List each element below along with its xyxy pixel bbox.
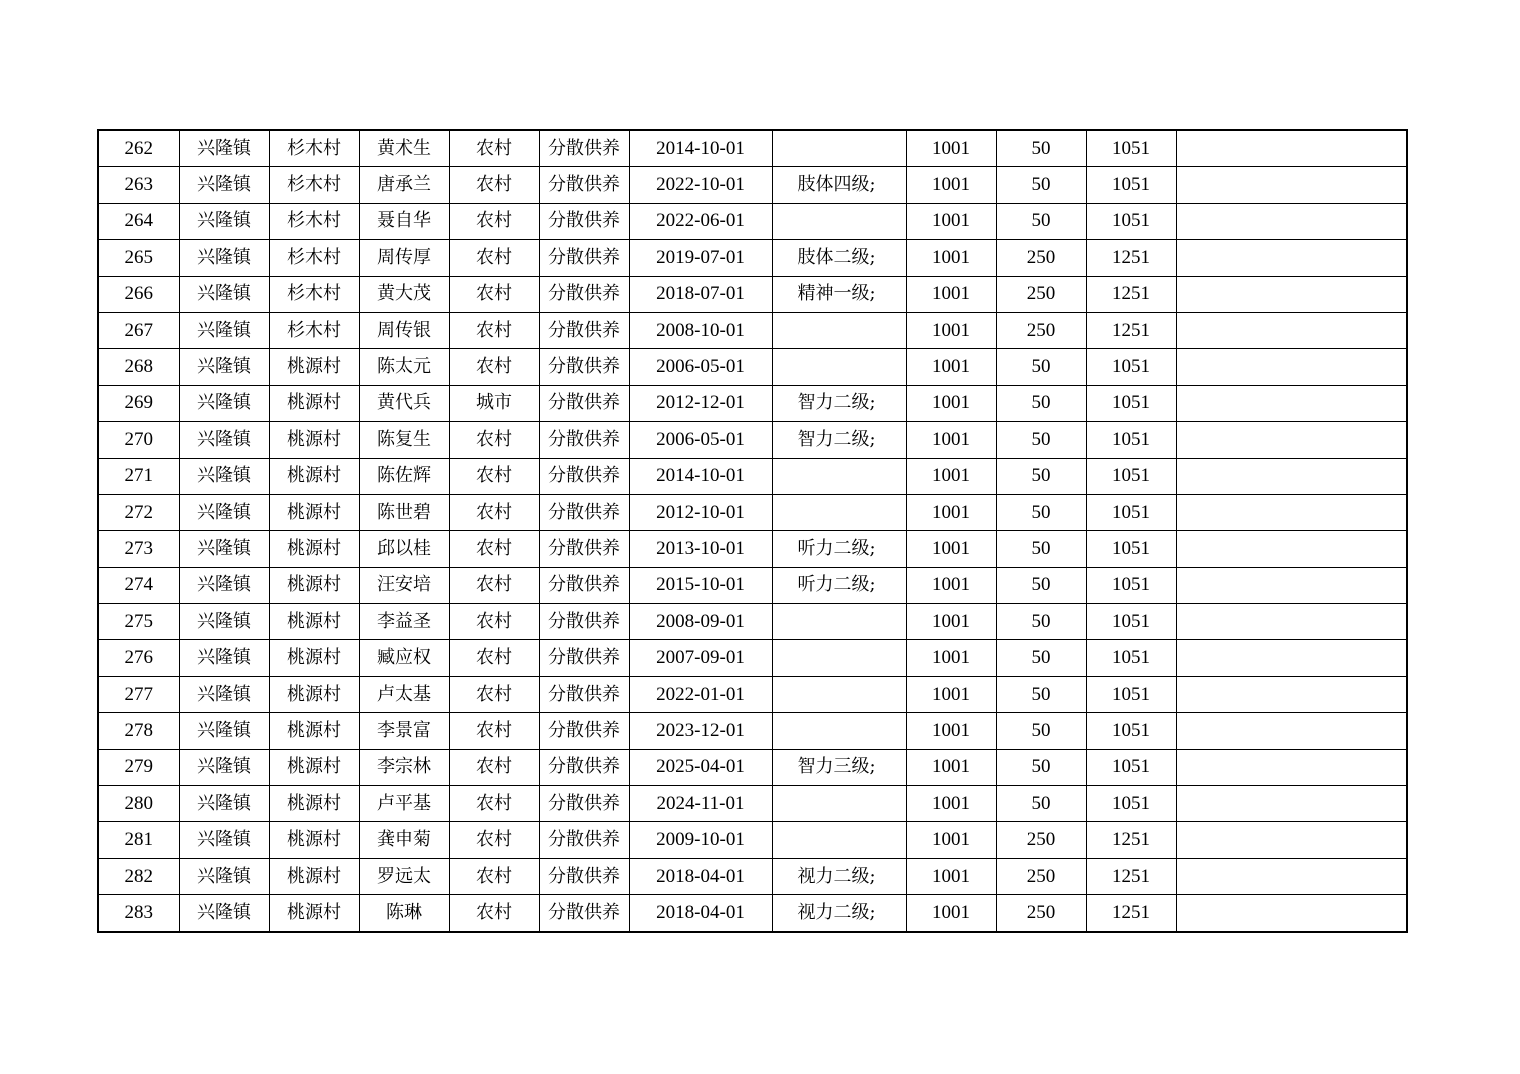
village-cell: 杉木村 — [269, 276, 359, 312]
remark-cell — [1176, 240, 1407, 276]
table-row — [98, 604, 1407, 640]
base-amount-cell: 1001 — [906, 749, 996, 785]
start-date-cell: 2015-10-01 — [629, 567, 772, 603]
start-date-cell: 2018-04-01 — [629, 858, 772, 894]
household-type-cell: 农村 — [449, 749, 539, 785]
total-amount-cell: 1051 — [1086, 458, 1176, 494]
start-date-cell: 2014-10-01 — [629, 458, 772, 494]
table-row — [98, 713, 1407, 749]
table-row — [98, 203, 1407, 239]
table-row — [98, 640, 1407, 676]
base-amount-cell: 1001 — [906, 458, 996, 494]
extra-amount-cell: 250 — [996, 240, 1086, 276]
disability-cell: 听力二级; — [772, 567, 906, 603]
support-mode-cell: 分散供养 — [539, 349, 629, 385]
start-date-cell: 2008-10-01 — [629, 312, 772, 348]
name-cell: 李景富 — [359, 713, 449, 749]
name-cell: 陈琳 — [359, 895, 449, 932]
village-cell: 桃源村 — [269, 531, 359, 567]
disability-cell — [772, 130, 906, 167]
table-row — [98, 858, 1407, 894]
household-type-cell: 农村 — [449, 786, 539, 822]
support-mode-cell: 分散供养 — [539, 749, 629, 785]
serial-cell: 268 — [98, 349, 179, 385]
total-amount-cell: 1051 — [1086, 786, 1176, 822]
name-cell: 周传银 — [359, 312, 449, 348]
town-cell: 兴隆镇 — [179, 531, 269, 567]
town-cell: 兴隆镇 — [179, 676, 269, 712]
serial-cell: 262 — [98, 130, 179, 167]
base-amount-cell: 1001 — [906, 786, 996, 822]
total-amount-cell: 1051 — [1086, 130, 1176, 167]
extra-amount-cell: 50 — [996, 749, 1086, 785]
total-amount-cell: 1251 — [1086, 312, 1176, 348]
support-mode-cell: 分散供养 — [539, 713, 629, 749]
total-amount-cell: 1051 — [1086, 749, 1176, 785]
start-date-cell: 2008-09-01 — [629, 604, 772, 640]
serial-cell: 282 — [98, 858, 179, 894]
serial-cell: 264 — [98, 203, 179, 239]
serial-cell: 281 — [98, 822, 179, 858]
household-type-cell: 农村 — [449, 531, 539, 567]
remark-cell — [1176, 749, 1407, 785]
extra-amount-cell: 250 — [996, 276, 1086, 312]
data-table — [97, 129, 1408, 933]
extra-amount-cell: 50 — [996, 167, 1086, 203]
village-cell: 桃源村 — [269, 494, 359, 530]
extra-amount-cell: 50 — [996, 349, 1086, 385]
remark-cell — [1176, 640, 1407, 676]
base-amount-cell: 1001 — [906, 640, 996, 676]
village-cell: 桃源村 — [269, 749, 359, 785]
serial-cell: 283 — [98, 895, 179, 932]
extra-amount-cell: 50 — [996, 786, 1086, 822]
support-mode-cell: 分散供养 — [539, 276, 629, 312]
name-cell: 龚申菊 — [359, 822, 449, 858]
remark-cell — [1176, 604, 1407, 640]
serial-cell: 265 — [98, 240, 179, 276]
village-cell: 桃源村 — [269, 822, 359, 858]
village-cell: 杉木村 — [269, 203, 359, 239]
start-date-cell: 2023-12-01 — [629, 713, 772, 749]
remark-cell — [1176, 713, 1407, 749]
base-amount-cell: 1001 — [906, 312, 996, 348]
town-cell: 兴隆镇 — [179, 640, 269, 676]
base-amount-cell: 1001 — [906, 385, 996, 421]
household-type-cell: 农村 — [449, 422, 539, 458]
table-row — [98, 240, 1407, 276]
disability-cell: 肢体四级; — [772, 167, 906, 203]
household-type-cell: 农村 — [449, 276, 539, 312]
household-type-cell: 农村 — [449, 167, 539, 203]
base-amount-cell: 1001 — [906, 858, 996, 894]
town-cell: 兴隆镇 — [179, 786, 269, 822]
village-cell: 杉木村 — [269, 312, 359, 348]
support-mode-cell: 分散供养 — [539, 130, 629, 167]
town-cell: 兴隆镇 — [179, 203, 269, 239]
extra-amount-cell: 50 — [996, 531, 1086, 567]
name-cell: 陈复生 — [359, 422, 449, 458]
remark-cell — [1176, 858, 1407, 894]
support-mode-cell: 分散供养 — [539, 240, 629, 276]
serial-cell: 263 — [98, 167, 179, 203]
name-cell: 陈佐辉 — [359, 458, 449, 494]
extra-amount-cell: 50 — [996, 713, 1086, 749]
support-mode-cell: 分散供养 — [539, 567, 629, 603]
disability-cell — [772, 458, 906, 494]
household-type-cell: 农村 — [449, 567, 539, 603]
household-type-cell: 城市 — [449, 385, 539, 421]
household-type-cell: 农村 — [449, 713, 539, 749]
serial-cell: 273 — [98, 531, 179, 567]
support-mode-cell: 分散供养 — [539, 531, 629, 567]
disability-cell — [772, 494, 906, 530]
household-type-cell: 农村 — [449, 349, 539, 385]
town-cell: 兴隆镇 — [179, 167, 269, 203]
serial-cell: 280 — [98, 786, 179, 822]
start-date-cell: 2009-10-01 — [629, 822, 772, 858]
name-cell: 卢太基 — [359, 676, 449, 712]
total-amount-cell: 1051 — [1086, 385, 1176, 421]
village-cell: 杉木村 — [269, 240, 359, 276]
town-cell: 兴隆镇 — [179, 858, 269, 894]
village-cell: 桃源村 — [269, 895, 359, 932]
remark-cell — [1176, 531, 1407, 567]
town-cell: 兴隆镇 — [179, 458, 269, 494]
town-cell: 兴隆镇 — [179, 895, 269, 932]
extra-amount-cell: 50 — [996, 567, 1086, 603]
support-mode-cell: 分散供养 — [539, 203, 629, 239]
disability-cell: 智力二级; — [772, 422, 906, 458]
remark-cell — [1176, 676, 1407, 712]
town-cell: 兴隆镇 — [179, 822, 269, 858]
remark-cell — [1176, 458, 1407, 494]
total-amount-cell: 1051 — [1086, 567, 1176, 603]
serial-cell: 274 — [98, 567, 179, 603]
total-amount-cell: 1051 — [1086, 640, 1176, 676]
start-date-cell: 2018-07-01 — [629, 276, 772, 312]
remark-cell — [1176, 822, 1407, 858]
total-amount-cell: 1251 — [1086, 858, 1176, 894]
extra-amount-cell: 50 — [996, 130, 1086, 167]
disability-cell: 智力二级; — [772, 385, 906, 421]
name-cell: 汪安培 — [359, 567, 449, 603]
base-amount-cell: 1001 — [906, 822, 996, 858]
table-row — [98, 312, 1407, 348]
town-cell: 兴隆镇 — [179, 312, 269, 348]
town-cell: 兴隆镇 — [179, 276, 269, 312]
extra-amount-cell: 50 — [996, 640, 1086, 676]
total-amount-cell: 1251 — [1086, 822, 1176, 858]
start-date-cell: 2012-12-01 — [629, 385, 772, 421]
base-amount-cell: 1001 — [906, 676, 996, 712]
extra-amount-cell: 50 — [996, 494, 1086, 530]
name-cell: 黄大茂 — [359, 276, 449, 312]
serial-cell: 275 — [98, 604, 179, 640]
total-amount-cell: 1051 — [1086, 713, 1176, 749]
village-cell: 桃源村 — [269, 385, 359, 421]
base-amount-cell: 1001 — [906, 276, 996, 312]
support-mode-cell: 分散供养 — [539, 640, 629, 676]
table-row — [98, 167, 1407, 203]
base-amount-cell: 1001 — [906, 349, 996, 385]
village-cell: 桃源村 — [269, 604, 359, 640]
base-amount-cell: 1001 — [906, 604, 996, 640]
table-row — [98, 531, 1407, 567]
town-cell: 兴隆镇 — [179, 713, 269, 749]
start-date-cell: 2007-09-01 — [629, 640, 772, 676]
town-cell: 兴隆镇 — [179, 604, 269, 640]
serial-cell: 271 — [98, 458, 179, 494]
town-cell: 兴隆镇 — [179, 385, 269, 421]
disability-cell — [772, 312, 906, 348]
table-row — [98, 349, 1407, 385]
town-cell: 兴隆镇 — [179, 422, 269, 458]
table-row — [98, 786, 1407, 822]
support-mode-cell: 分散供养 — [539, 422, 629, 458]
total-amount-cell: 1051 — [1086, 494, 1176, 530]
village-cell: 桃源村 — [269, 713, 359, 749]
name-cell: 李益圣 — [359, 604, 449, 640]
disability-cell: 视力二级; — [772, 895, 906, 932]
table-row — [98, 822, 1407, 858]
start-date-cell: 2013-10-01 — [629, 531, 772, 567]
support-mode-cell: 分散供养 — [539, 786, 629, 822]
start-date-cell: 2019-07-01 — [629, 240, 772, 276]
household-type-cell: 农村 — [449, 858, 539, 894]
base-amount-cell: 1001 — [906, 713, 996, 749]
table-row — [98, 567, 1407, 603]
start-date-cell: 2022-10-01 — [629, 167, 772, 203]
extra-amount-cell: 50 — [996, 676, 1086, 712]
remark-cell — [1176, 494, 1407, 530]
town-cell: 兴隆镇 — [179, 349, 269, 385]
town-cell: 兴隆镇 — [179, 494, 269, 530]
support-mode-cell: 分散供养 — [539, 494, 629, 530]
total-amount-cell: 1051 — [1086, 676, 1176, 712]
support-mode-cell: 分散供养 — [539, 458, 629, 494]
name-cell: 陈太元 — [359, 349, 449, 385]
remark-cell — [1176, 349, 1407, 385]
serial-cell: 267 — [98, 312, 179, 348]
total-amount-cell: 1051 — [1086, 422, 1176, 458]
disability-cell — [772, 604, 906, 640]
remark-cell — [1176, 276, 1407, 312]
base-amount-cell: 1001 — [906, 240, 996, 276]
start-date-cell: 2022-01-01 — [629, 676, 772, 712]
household-type-cell: 农村 — [449, 458, 539, 494]
start-date-cell: 2025-04-01 — [629, 749, 772, 785]
total-amount-cell: 1051 — [1086, 604, 1176, 640]
household-type-cell: 农村 — [449, 494, 539, 530]
total-amount-cell: 1051 — [1086, 203, 1176, 239]
name-cell: 邱以桂 — [359, 531, 449, 567]
village-cell: 桃源村 — [269, 676, 359, 712]
remark-cell — [1176, 167, 1407, 203]
table-row — [98, 385, 1407, 421]
table-row — [98, 749, 1407, 785]
village-cell: 杉木村 — [269, 167, 359, 203]
remark-cell — [1176, 895, 1407, 932]
support-mode-cell: 分散供养 — [539, 858, 629, 894]
name-cell: 臧应权 — [359, 640, 449, 676]
extra-amount-cell: 250 — [996, 858, 1086, 894]
remark-cell — [1176, 203, 1407, 239]
village-cell: 桃源村 — [269, 458, 359, 494]
base-amount-cell: 1001 — [906, 494, 996, 530]
name-cell: 周传厚 — [359, 240, 449, 276]
table-row — [98, 895, 1407, 932]
disability-cell — [772, 203, 906, 239]
total-amount-cell: 1051 — [1086, 531, 1176, 567]
household-type-cell: 农村 — [449, 822, 539, 858]
household-type-cell: 农村 — [449, 604, 539, 640]
disability-cell: 视力二级; — [772, 858, 906, 894]
town-cell: 兴隆镇 — [179, 567, 269, 603]
table-body — [98, 130, 1407, 932]
start-date-cell: 2018-04-01 — [629, 895, 772, 932]
serial-cell: 270 — [98, 422, 179, 458]
extra-amount-cell: 50 — [996, 604, 1086, 640]
support-mode-cell: 分散供养 — [539, 385, 629, 421]
extra-amount-cell: 50 — [996, 422, 1086, 458]
remark-cell — [1176, 567, 1407, 603]
town-cell: 兴隆镇 — [179, 749, 269, 785]
serial-cell: 278 — [98, 713, 179, 749]
village-cell: 桃源村 — [269, 567, 359, 603]
name-cell: 罗远太 — [359, 858, 449, 894]
disability-cell — [772, 676, 906, 712]
household-type-cell: 农村 — [449, 203, 539, 239]
serial-cell: 279 — [98, 749, 179, 785]
disability-cell — [772, 822, 906, 858]
start-date-cell: 2006-05-01 — [629, 349, 772, 385]
village-cell: 桃源村 — [269, 349, 359, 385]
support-mode-cell: 分散供养 — [539, 822, 629, 858]
table-row — [98, 494, 1407, 530]
support-mode-cell: 分散供养 — [539, 312, 629, 348]
name-cell: 黄术生 — [359, 130, 449, 167]
name-cell: 陈世碧 — [359, 494, 449, 530]
name-cell: 聂自华 — [359, 203, 449, 239]
disability-cell — [772, 786, 906, 822]
household-type-cell: 农村 — [449, 240, 539, 276]
total-amount-cell: 1251 — [1086, 240, 1176, 276]
table-row — [98, 130, 1407, 167]
name-cell: 黄代兵 — [359, 385, 449, 421]
village-cell: 桃源村 — [269, 640, 359, 676]
disability-cell: 听力二级; — [772, 531, 906, 567]
village-cell: 杉木村 — [269, 130, 359, 167]
start-date-cell: 2006-05-01 — [629, 422, 772, 458]
name-cell: 唐承兰 — [359, 167, 449, 203]
table-row — [98, 422, 1407, 458]
town-cell: 兴隆镇 — [179, 240, 269, 276]
disability-cell: 肢体二级; — [772, 240, 906, 276]
household-type-cell: 农村 — [449, 676, 539, 712]
disability-cell — [772, 640, 906, 676]
base-amount-cell: 1001 — [906, 895, 996, 932]
base-amount-cell: 1001 — [906, 422, 996, 458]
start-date-cell: 2022-06-01 — [629, 203, 772, 239]
base-amount-cell: 1001 — [906, 130, 996, 167]
start-date-cell: 2024-11-01 — [629, 786, 772, 822]
start-date-cell: 2014-10-01 — [629, 130, 772, 167]
remark-cell — [1176, 130, 1407, 167]
serial-cell: 276 — [98, 640, 179, 676]
village-cell: 桃源村 — [269, 422, 359, 458]
disability-cell: 精神一级; — [772, 276, 906, 312]
table-row — [98, 676, 1407, 712]
village-cell: 桃源村 — [269, 858, 359, 894]
disability-cell — [772, 349, 906, 385]
serial-cell: 277 — [98, 676, 179, 712]
extra-amount-cell: 50 — [996, 458, 1086, 494]
extra-amount-cell: 50 — [996, 385, 1086, 421]
extra-amount-cell: 50 — [996, 203, 1086, 239]
extra-amount-cell: 250 — [996, 822, 1086, 858]
serial-cell: 266 — [98, 276, 179, 312]
table-row — [98, 276, 1407, 312]
household-type-cell: 农村 — [449, 895, 539, 932]
disability-cell — [772, 713, 906, 749]
support-mode-cell: 分散供养 — [539, 895, 629, 932]
total-amount-cell: 1051 — [1086, 167, 1176, 203]
disability-cell: 智力三级; — [772, 749, 906, 785]
household-type-cell: 农村 — [449, 130, 539, 167]
support-mode-cell: 分散供养 — [539, 167, 629, 203]
base-amount-cell: 1001 — [906, 531, 996, 567]
remark-cell — [1176, 422, 1407, 458]
remark-cell — [1176, 786, 1407, 822]
support-mode-cell: 分散供养 — [539, 604, 629, 640]
total-amount-cell: 1251 — [1086, 276, 1176, 312]
name-cell: 卢平基 — [359, 786, 449, 822]
support-mode-cell: 分散供养 — [539, 676, 629, 712]
household-type-cell: 农村 — [449, 312, 539, 348]
town-cell: 兴隆镇 — [179, 130, 269, 167]
serial-cell: 269 — [98, 385, 179, 421]
name-cell: 李宗林 — [359, 749, 449, 785]
remark-cell — [1176, 312, 1407, 348]
total-amount-cell: 1251 — [1086, 895, 1176, 932]
extra-amount-cell: 250 — [996, 312, 1086, 348]
serial-cell: 272 — [98, 494, 179, 530]
household-type-cell: 农村 — [449, 640, 539, 676]
base-amount-cell: 1001 — [906, 167, 996, 203]
table-row — [98, 458, 1407, 494]
base-amount-cell: 1001 — [906, 203, 996, 239]
base-amount-cell: 1001 — [906, 567, 996, 603]
remark-cell — [1176, 385, 1407, 421]
total-amount-cell: 1051 — [1086, 349, 1176, 385]
extra-amount-cell: 250 — [996, 895, 1086, 932]
village-cell: 桃源村 — [269, 786, 359, 822]
start-date-cell: 2012-10-01 — [629, 494, 772, 530]
